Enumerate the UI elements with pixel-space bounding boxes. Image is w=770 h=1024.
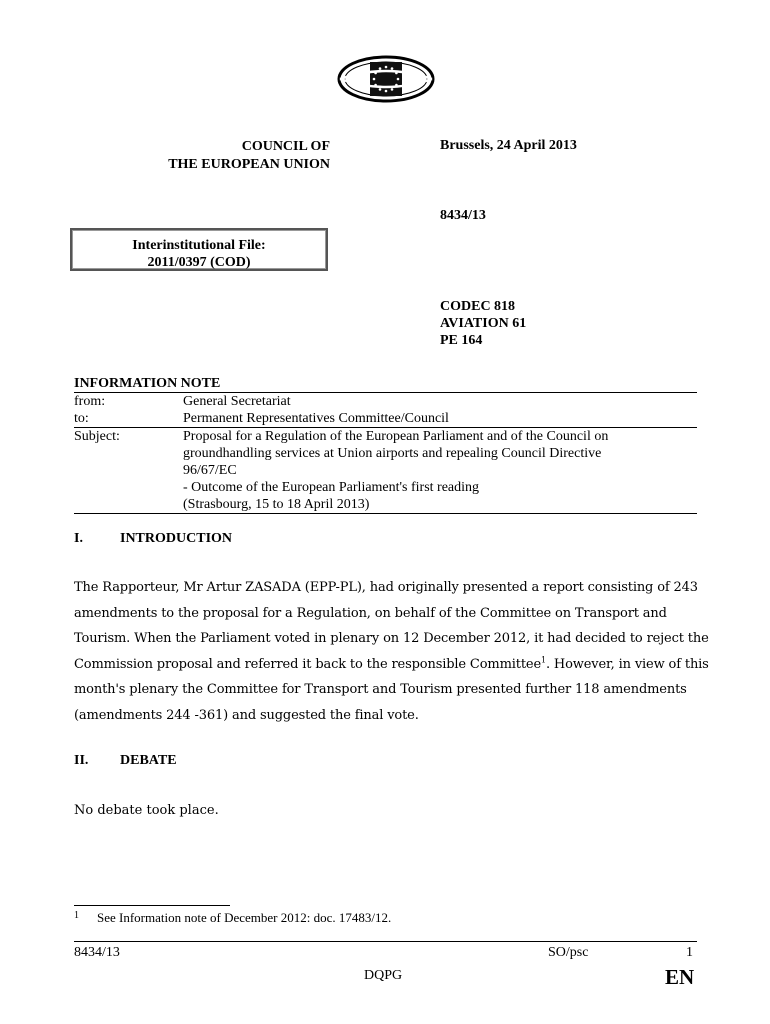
debate-text: No debate took place. <box>74 803 219 818</box>
paragraph-line: The Rapporteur, Mr Artur ZASADA (EPP-PL), had originally presented a report consisting of 243 <box>74 580 698 595</box>
code-codec: CODEC 818 <box>440 299 516 314</box>
code-aviation: AVIATION 61 <box>440 316 527 331</box>
subject-line: groundhandling services at Union airports and repealing Council Directive <box>183 446 602 461</box>
paragraph-line <box>74 652 714 678</box>
footnote-separator <box>74 905 230 906</box>
debate-heading <box>74 753 177 769</box>
subject-label: Subject: <box>74 429 120 444</box>
doc-number: 8434/13 <box>440 208 486 223</box>
paragraph-line: Tourism. When the Parliament voted in plenary on 12 December 2012, it had decided to reject the <box>74 631 709 647</box>
to-label: to: <box>74 411 89 426</box>
interinstitutional-file-box <box>70 228 328 271</box>
subject-line: 96/67/EC <box>183 463 237 478</box>
footer-separator <box>74 941 697 942</box>
subject-line: (Strasbourg, 15 to 18 April 2013) <box>183 497 370 512</box>
to-value: Permanent Representatives Committee/Council <box>183 411 449 426</box>
interinstitutional-label: Interinstitutional File: <box>132 238 266 253</box>
paragraph-line: month's plenary the Committee for Transport and Tourism presented further 118 amendments <box>74 682 687 698</box>
footnote <box>74 910 391 926</box>
introduction-paragraph <box>74 575 714 729</box>
code-pe: PE 164 <box>440 333 483 348</box>
section-number: II. <box>74 753 89 768</box>
from-value: General Secretariat <box>183 394 291 409</box>
to-row <box>74 410 697 428</box>
interinstitutional-value: 2011/0397 (COD) <box>147 255 251 270</box>
introduction-heading <box>74 531 232 547</box>
language-code: EN <box>665 965 695 989</box>
dateline: Brussels, 24 April 2013 <box>440 138 577 153</box>
paragraph-line: (amendments 244 -361) and suggested the final vote. <box>74 707 419 723</box>
subject-line: - Outcome of the European Parliament's first reading <box>183 480 480 495</box>
section-title: INTRODUCTION <box>120 531 233 546</box>
footnote-number: 1 <box>74 910 79 921</box>
council-line-1: COUNCIL OF <box>241 139 330 154</box>
footer-doc-number: 8434/13 <box>74 945 120 960</box>
page-number: 1 <box>686 945 693 960</box>
from-label: from: <box>74 394 106 409</box>
footnote-reference[interactable]: 1 <box>541 655 546 665</box>
council-emblem-icon <box>336 53 436 105</box>
paragraph-line: amendments to the proposal for a Regulation, on behalf of the Committee on Transport and <box>74 605 667 621</box>
paragraph-text: Commission proposal and referred it back to the responsible Committee <box>74 656 541 672</box>
council-line-2: THE EUROPEAN UNION <box>168 157 330 172</box>
council-name <box>120 138 330 174</box>
footnote-text: See Information note of December 2012: doc. 17483/12. <box>97 910 392 925</box>
section-number: I. <box>74 531 83 546</box>
information-note-title: INFORMATION NOTE <box>74 375 697 393</box>
section-title: DEBATE <box>120 753 177 768</box>
footer-initials: SO/psc <box>548 945 589 960</box>
from-row <box>74 393 697 410</box>
document-codes <box>440 298 526 349</box>
paragraph-text: . However, in view of this <box>545 656 709 672</box>
subject-row <box>74 428 697 514</box>
subject-line: Proposal for a Regulation of the European Parliament and of the Council on <box>183 429 609 444</box>
information-note <box>74 375 697 514</box>
subject-value <box>183 428 697 513</box>
footer-department: DQPG <box>364 968 403 983</box>
